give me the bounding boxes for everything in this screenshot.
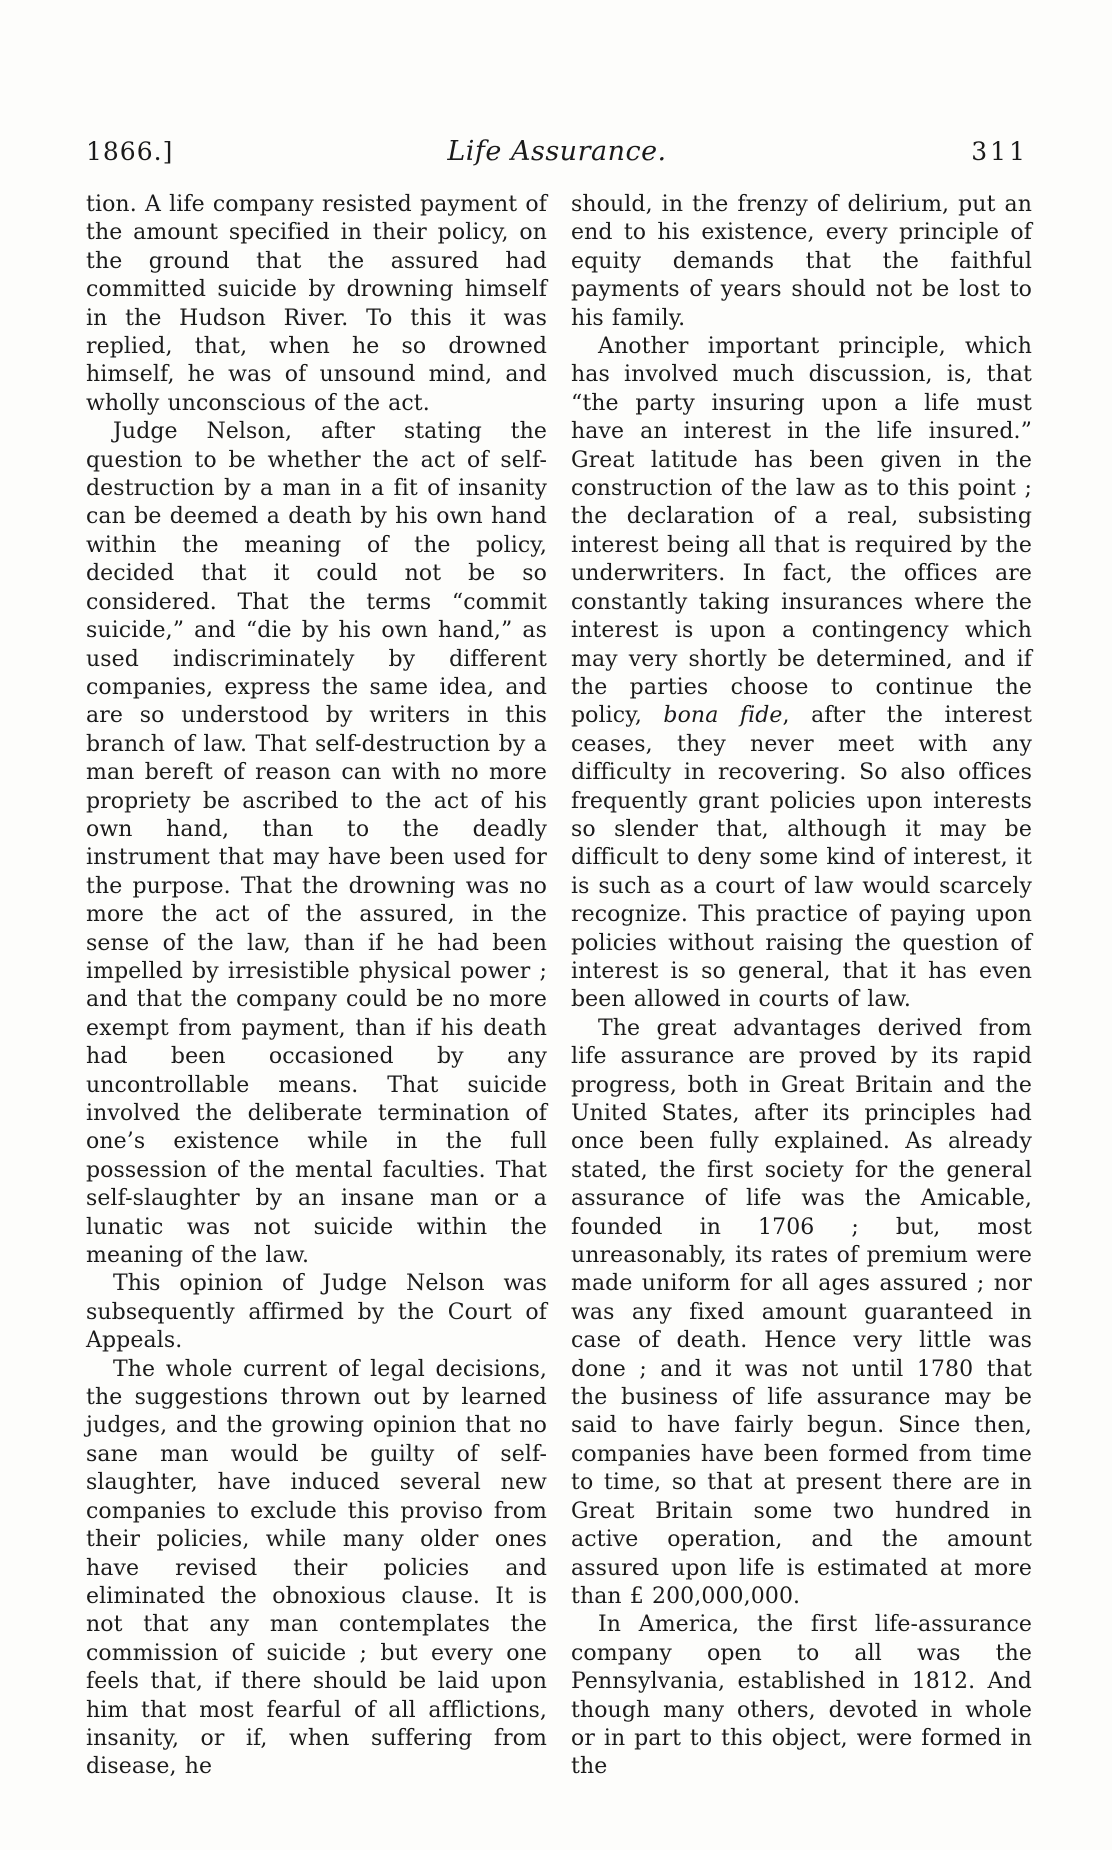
text-run: In America, the first life-assurance company open to all was the Pennsylvania, established in 1812. And though many others, devoted in whole or in part to this object, were formed in the [571,1612,1032,1780]
text-run: Judge Nelson, after stating the question to be whether the act of self-destruction by a man in a fit of insanity can be deemed a death by his own hand within the meaning of the policy, decided that it could not be so considered. That the terms “commit suicide,” and “die by his own hand,” as used indiscriminately by different companies, express the same idea, and are so understood by writers in this branch of law. That self-destruction by a man bereft of reason can with no more propriety be ascribed to the act of his own hand, than to the deadly instrument that may have been used for the purpose. That the drowning was no more the act of the assured, in the sense of the law, than if he had been impelled by irresistible physical power ; and that the company could be no more exempt from payment, than if his death had been occasioned by any uncontrollable means. That suicide involved the deliberate termination of one’s existence while in the full possession of the mental faculties. That self-slaughter by an insane man or a lunatic was not suicide within the meaning of the law. [86,419,547,1269]
text-run: The great advantages derived from life assurance are proved by its rapid progress, both in Great Britain and the United States, after its principles had once been fully explained. As already stated, the first society for the general assurance of life was the Amicable, founded in 1706 ; but, most unreasonably, its rates of premium were made uniform for all ages assured ; nor was any fixed amount guaranteed in case of death. Hence very little was done ; and it was not until 1780 that the business of life assurance may be said to have fairly begun. Since then, companies have been formed from time to time, so that at present there are in Great Britain some two hundred in active operation, and the amount assured upon life is estimated at more than £ 200,000,000. [571,1015,1032,1609]
paragraph [86,418,547,1270]
header-page-number: 311 [971,137,1028,166]
text-run: tion. A life company resisted payment of the amount specified in their policy, on the ground that the assured had committed suicide by drowning himself in the Hudson River. To this it was replied, that, when he so drowned himself, he was of unsound mind, and wholly unconscious of the act. [86,192,547,416]
text-run: This opinion of Judge Nelson was subsequently affirmed by the Court of Appeals. [86,1271,547,1354]
paragraph [571,1611,1032,1781]
left-column [86,191,547,1782]
text-run: The whole current of legal decisions, the suggestions thrown out by learned judges, and the growing opinion that no sane man would be guilty of self-slaughter, have induced several new companies to exclude this proviso from their policies, while many older ones have revised their policies and eliminated the obnoxious clause. It is not that any man contemplates the commission of suicide ; but every one feels that, if there should be laid upon him that most fearful of all afflictions, insanity, or if, when suffering from disease, he [86,1356,547,1780]
two-column-text-block [0,191,1112,1782]
paragraph [571,1015,1032,1612]
text-run: Another important principle, which has involved much discussion, is, that “the party insuring upon a life must have an interest in the life insured.” Great latitude has been given in the construction of the law as to this point ; the declaration of a real, subsisting interest being all that is required by the underwriters. In fact, the offices are constantly taking insurances where the interest is upon a contingency which may very shortly be determined, and if the parties choose to continue the policy, [571,334,1032,729]
paragraph [86,1356,547,1782]
paragraph [86,1270,547,1355]
paragraph [571,333,1032,1015]
right-column [571,191,1032,1782]
header-year: 1866.] [86,137,174,166]
paragraph [571,191,1032,333]
page-header [0,136,1112,167]
italic-text-run: bona fide [663,703,783,729]
text-run: should, in the frenzy of delirium, put an end to his existence, every principle of equity demands that the faithful payments of years should not be lost to his family. [571,192,1032,331]
page-title: Life Assurance. [447,136,667,167]
paragraph [86,191,547,418]
text-run: , after the interest ceases, they never meet with any difficulty in recovering. So also offices frequently grant policies upon interests so slender that, although it may be difficult to deny some kind of interest, it is such as a court of law would scarcely recognize. This practice of paying upon policies without raising the question of interest is so general, that it has even been allowed in courts of law. [571,703,1033,1013]
